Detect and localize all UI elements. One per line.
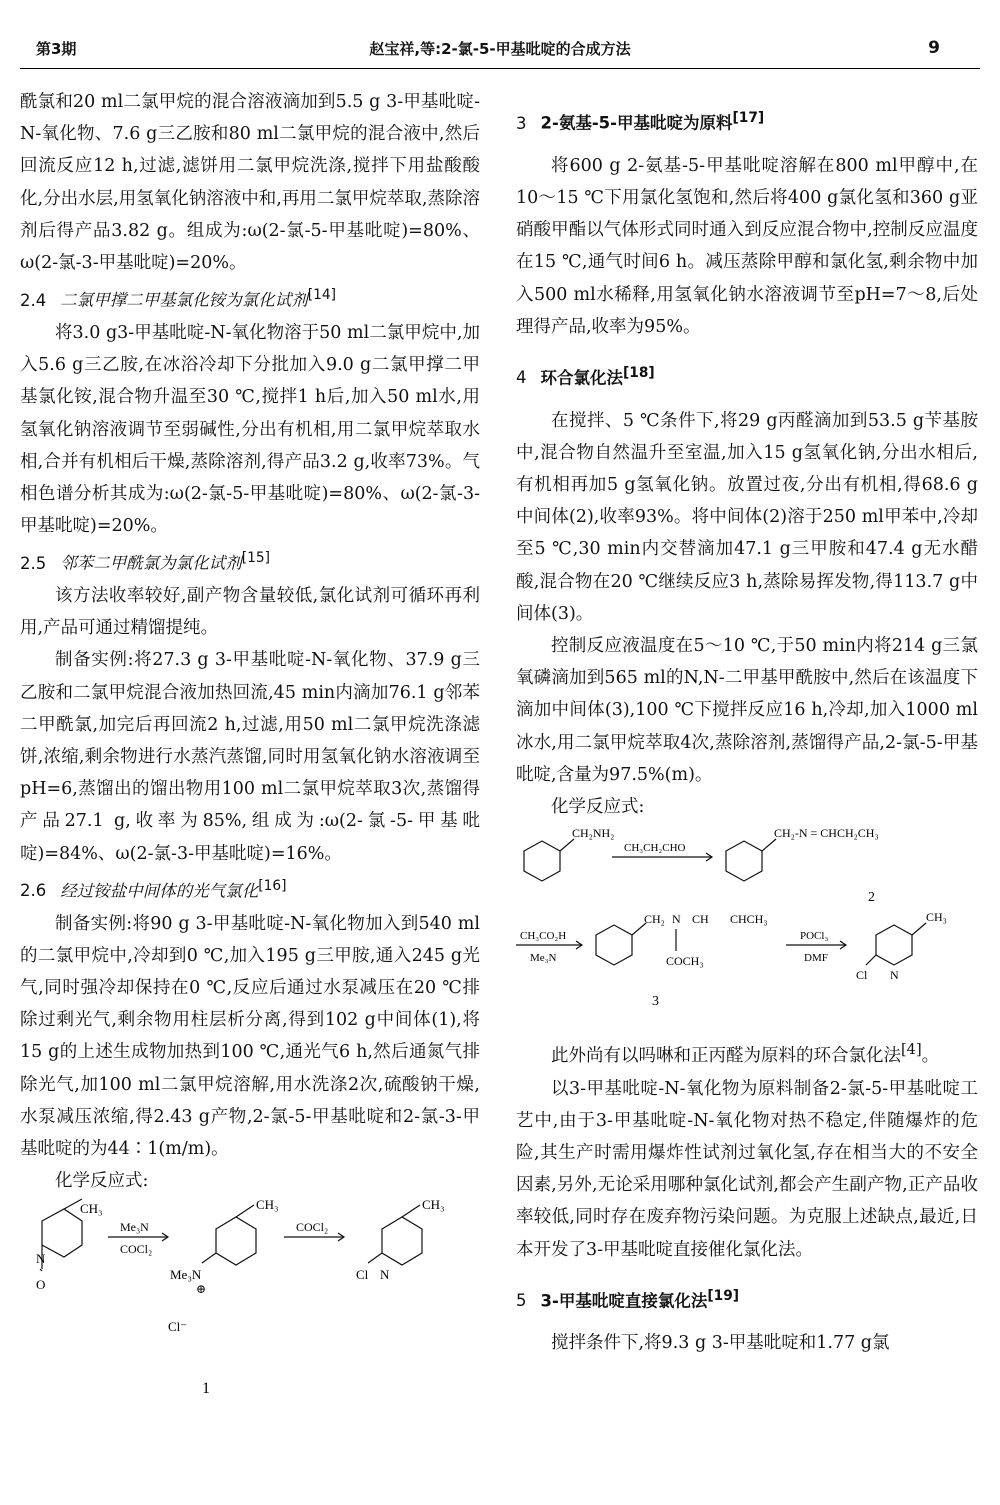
scheme-text: CH₃ bbox=[80, 1201, 103, 1217]
scheme-text: Cl bbox=[356, 1267, 369, 1283]
section-heading-5: 5 3-甲基吡啶直接氯化法[19] bbox=[516, 1287, 740, 1311]
scheme-text: Me₃N bbox=[120, 1220, 149, 1235]
scheme-text: COCH₃ bbox=[666, 954, 704, 969]
scheme-text: Me₃N bbox=[530, 952, 557, 965]
scheme-text: CHCH₃ bbox=[730, 912, 768, 927]
scheme-text: N bbox=[380, 1267, 390, 1283]
left-column bbox=[20, 86, 480, 1419]
paragraph: 以3-甲基吡啶-N-氧化物为原料制备2-氯-5-甲基吡啶工艺中,由于3-甲基吡啶-N-氧化物对热不稳定,伴随爆炸的危险,其生产时需用爆炸性试剂过氧化氢,存在相当大的不安全因素,另外,无论采用哪种氯化试剂,都会产生副产物,正产品收率较低,同时存在废弃物污染问题。为克服上述缺点,最近,日本开发了3-甲基吡啶直接催化氯化法。 bbox=[516, 1078, 978, 1260]
scheme-text: CH₃ bbox=[256, 1197, 279, 1213]
scheme-text: CH₃CO₂H bbox=[520, 930, 567, 943]
scheme-text: N bbox=[36, 1251, 46, 1267]
paragraph: 将3.0 g3-甲基吡啶-N-氧化物溶于50 ml二氯甲烷中,加入5.6 g三乙胺,在冰浴冷却下分批加入9.0 g二氯甲撑二甲基氯化铵,混合物升温至30 ℃,搅拌1 h后,加入50 ml水,用氢氧化钠溶液调节至弱碱性,分出有机相,用二氯甲烷萃取水相,合并有机相后干燥,蒸除溶剂,得产品3.2 g,收率73%。气相色谱分析其成为:ω(2-氯-5-甲基吡啶)=80%、ω(2-氯-3-甲基吡啶)=20%。 bbox=[20, 322, 480, 537]
compound-label: 3 bbox=[652, 994, 659, 1010]
header-rule bbox=[20, 68, 980, 69]
running-title: 赵宝祥,等:2-氯-5-甲基吡啶的合成方法 bbox=[369, 40, 631, 58]
scheme-text: CH₂ bbox=[644, 912, 665, 927]
right-column bbox=[516, 86, 978, 1360]
paragraph: 在搅拌、5 ℃条件下,将29 g丙醛滴加到53.5 g苄基胺中,混合物自然温升至室温,加入15 g氢氧化钠,分出水相后,有机相再加5 g氢氧化钠。放置过夜,分出有机相,得68.6 g中间体(2),收率93%。将中间体(2)溶于250 ml甲苯中,冷却至5 ℃,30 min内交替滴加47.1 g三甲胺和47.4 g无水醋酸,混合物在20 ℃继续反应3 h,蒸除易挥发物,得113.7 g中间体(3)。 bbox=[516, 410, 978, 624]
scheme-text: CH bbox=[692, 912, 709, 927]
scheme-text: Me₃N bbox=[170, 1267, 202, 1283]
issue-number: 第3期 bbox=[36, 40, 77, 58]
scheme-text: POCl₃ bbox=[800, 930, 829, 943]
scheme-text: DMF bbox=[804, 952, 828, 965]
scheme-text: CH₃ bbox=[926, 910, 947, 925]
scheme-text: CH₃CH₂CHO bbox=[624, 842, 686, 855]
scheme-text: Cl⁻ bbox=[168, 1319, 188, 1335]
paragraph: 控制反应液温度在5～10 ℃,于50 min内将214 g三氯氧磷滴加到565 ml的N,N-二甲基甲酰胺中,然后在该温度下滴加中间体(3),100 ℃下搅拌反应16 h,冷却,加入1000 ml冰水,用二氯甲烷萃取4次,蒸除溶剂,蒸馏得产品,2-氯-5-甲基吡啶,含量为97.5%(m)。 bbox=[516, 636, 978, 785]
section-heading-2-5: 2.5 邻苯二甲酰氯为氯化试剂[15] bbox=[20, 550, 270, 573]
section-heading-4: 4 环合氯化法[18] bbox=[516, 364, 655, 388]
scheme-text: CH₂NH₂ bbox=[572, 826, 615, 841]
paragraph: 此外尚有以吗啉和正丙醛为原料的环合氯化法[4]。 bbox=[551, 1041, 940, 1067]
equation-label: 化学反应式: bbox=[551, 797, 645, 818]
scheme-text: N bbox=[672, 912, 681, 927]
paragraph: 制备实例:将27.3 g 3-甲基吡啶-N-氧化物、37.9 g三乙胺和二氯甲烷混合液加热回流,45 min内滴加76.1 g邻苯二甲酰氯,加完后再回流2 h,过滤,用50 ml二氯甲烷洗涤滤饼,浓缩,剩余物进行水蒸汽蒸馏,同时用氢氧化钠水溶液调至pH=6,蒸馏出的馏出物用100 ml二氯甲烷萃取3次,蒸馏得产品27.1 g,收率为85%,组成为:ω(2-氯-5-甲基吡啶)=84%、ω(2-氯-3-甲基吡啶)=16%。 bbox=[20, 650, 480, 864]
scheme-text: Cl bbox=[856, 968, 868, 983]
reaction-scheme-2 bbox=[516, 823, 978, 1023]
paragraph: 酰氯和20 ml二氯甲烷的混合溶液滴加到5.5 g 3-甲基吡啶-N-氧化物、7.6 g三乙胺和80 ml二氯甲烷的混合液中,然后回流反应12 h,过滤,滤饼用二氯甲烷洗涤,搅拌下用盐酸酸化,分出水层,用氢氧化钠溶液中和,再用二氯甲烷萃取,蒸除溶剂后得产品3.82 g。组成为:ω(2-氯-5-甲基吡啶)=80%、ω(2-氯-3-甲基吡啶)=20%。 bbox=[20, 92, 480, 274]
paragraph: 该方法收率较好,副产物含量较低,氯化试剂可循环再利用,产品可通过精馏提纯。 bbox=[20, 586, 480, 639]
reaction-scheme-1 bbox=[20, 1197, 480, 1407]
scheme-text: COCl₂ bbox=[296, 1220, 329, 1235]
compound-label: 1 bbox=[202, 1380, 210, 1398]
paragraph: 搅拌条件下,将9.3 g 3-甲基吡啶和1.77 g氯 bbox=[551, 1333, 890, 1354]
section-heading-3: 3 2-氨基-5-甲基吡啶为原料[17] bbox=[516, 110, 765, 133]
scheme-text: COCl₂ bbox=[120, 1242, 153, 1257]
scheme-text: CH₃ bbox=[422, 1197, 445, 1213]
page-number: 9 bbox=[928, 38, 940, 58]
section-heading-2-4: 2.4 二氯甲撑二甲基氯化铵为氯化试剂[14] bbox=[20, 287, 336, 310]
equation-label: 化学反应式: bbox=[55, 1171, 149, 1192]
section-heading-2-6: 2.6 经过铵盐中间体的光气氯化[16] bbox=[20, 877, 287, 901]
scheme-text: O bbox=[36, 1277, 46, 1293]
scheme-text: N bbox=[890, 968, 899, 983]
paragraph: 制备实例:将90 g 3-甲基吡啶-N-氧化物加入到540 ml的二氯甲烷中,冷却到0 ℃,加入195 g三甲胺,通入245 g光气,同时强冷却保持在0 ℃,反应后通过水泵减压在20 ℃排除过剩光气,剩余物用柱层析分离,得到102 g中间体(1),将15 g的上述生成物加热到100 ℃,通光气6 h,然后通氮气排除光气,加100 ml二氯甲烷溶解,用水洗涤2次,硫酸钠干燥,水泵减压浓缩,得2.43 g产物,2-氯-5-甲基吡啶和2-氯-3-甲基吡啶的为44∶1(m/m)。 bbox=[20, 913, 480, 1159]
scheme-text: ⊕ bbox=[196, 1282, 207, 1297]
running-header bbox=[20, 38, 980, 66]
scheme-text: CH₂-N = CHCH₂CH₃ bbox=[774, 826, 879, 841]
paragraph: 将600 g 2-氨基-5-甲基吡啶溶解在800 ml甲醇中,在10～15 ℃下用氯化氢饱和,然后将400 g氯化氢和360 g亚硝酸甲酯以气体形式同时通入到反应混合物中,控制反应温度在15 ℃,通气时间6 h。减压蒸除甲醇和氯化氢,剩余物中加入500 ml水稀释,用氢氧化钠水溶液调节至pH=7～8,后处理得产品,收率为95%。 bbox=[516, 155, 978, 337]
compound-label: 2 bbox=[868, 890, 875, 906]
